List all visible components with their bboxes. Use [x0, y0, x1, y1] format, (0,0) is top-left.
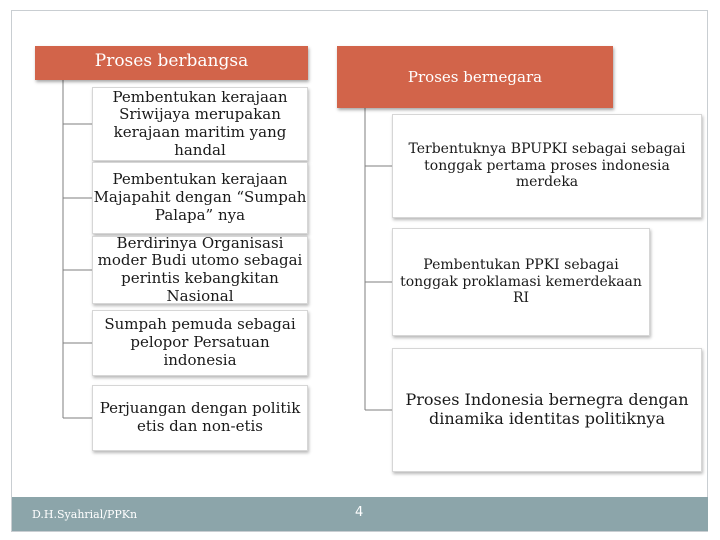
page-number: 4 [355, 505, 364, 520]
footer-author: D.H.Syahrial/PPKn [32, 508, 138, 521]
proses-bernegara-header: Proses bernegara [337, 46, 613, 108]
left-item-sumpah-pemuda: Sumpah pemuda sebagai pelopor Persatuan indonesia [92, 310, 308, 376]
proses-berbangsa-header: Proses berbangsa [35, 46, 308, 80]
footer-bar [12, 497, 708, 531]
left-item-majapahit: Pembentukan kerajaan Majapahit dengan “Sumpah Palapa” nya [92, 162, 308, 234]
right-item-proses-bernegara: Proses Indonesia bernegra dengan dinamika identitas politiknya [392, 348, 702, 472]
left-item-politik-etis: Perjuangan dengan politik etis dan non-etis [92, 385, 308, 451]
left-item-sriwijaya: Pembentukan kerajaan Sriwijaya merupakan kerajaan maritim yang handal [92, 87, 308, 161]
left-item-budi-utomo: Berdirinya Organisasi moder Budi utomo sebagai perintis kebangkitan Nasional [92, 236, 308, 304]
right-item-bpupki: Terbentuknya BPUPKI sebagai sebagai tonggak pertama proses indonesia merdeka [392, 114, 702, 218]
right-item-ppki: Pembentukan PPKI sebagai tonggak proklamasi kemerdekaan RI [392, 228, 650, 336]
